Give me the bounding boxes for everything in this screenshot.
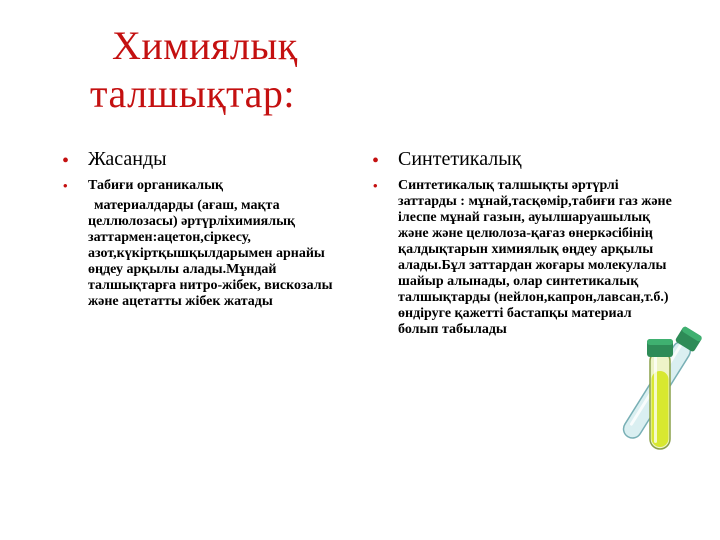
bullet-icon: • (62, 150, 70, 172)
slide-title (80, 22, 380, 118)
right-heading-text: Синтетикалық (398, 148, 522, 170)
left-heading (62, 146, 342, 172)
left-item-body: материалдарды (ағаш, мақта целлюлозасы) әртүрліхимиялық заттармен:ацетон,сіркесу, азот,күкіртқышқылдарымен арнайы өңдеу арқылы алады.Мұндай талшықтарға нитро-жібек, вискозалы және ацетатты жібек жатады (88, 198, 333, 309)
left-item-title: Табиғи органикалық (88, 178, 224, 193)
right-column (372, 146, 672, 338)
right-item-body: Синтетикалық талшықты әртүрлі заттарды : мұнай,тасқөмір,табиғи газ және ілеспе мұнай газын, ауылшаруашылық және және целюлоза-қағаз өнеркәсібінің қалдықтарын химиялық өңдеу арқылы алады.Бұл заттардан жоғары молекулалы шайыр алынады, олар синтетикалық талшықтарды (нейлон,капрон,лавсан,т.б.) өндіруге қажетті бастапқы материал болып табылады (398, 178, 672, 337)
test-tubes-icon (600, 325, 715, 450)
bullet-icon: • (373, 178, 378, 193)
tube-front (647, 339, 673, 449)
left-item (62, 178, 342, 310)
title-line-1: Химиялық (112, 23, 298, 68)
left-heading-text: Жасанды (88, 148, 167, 170)
bullet-icon: • (372, 150, 380, 172)
right-item (372, 178, 672, 338)
bullet-icon: • (63, 178, 68, 193)
right-heading (372, 146, 672, 172)
title-line-2: талшықтар: (90, 71, 295, 116)
left-column (62, 146, 342, 310)
